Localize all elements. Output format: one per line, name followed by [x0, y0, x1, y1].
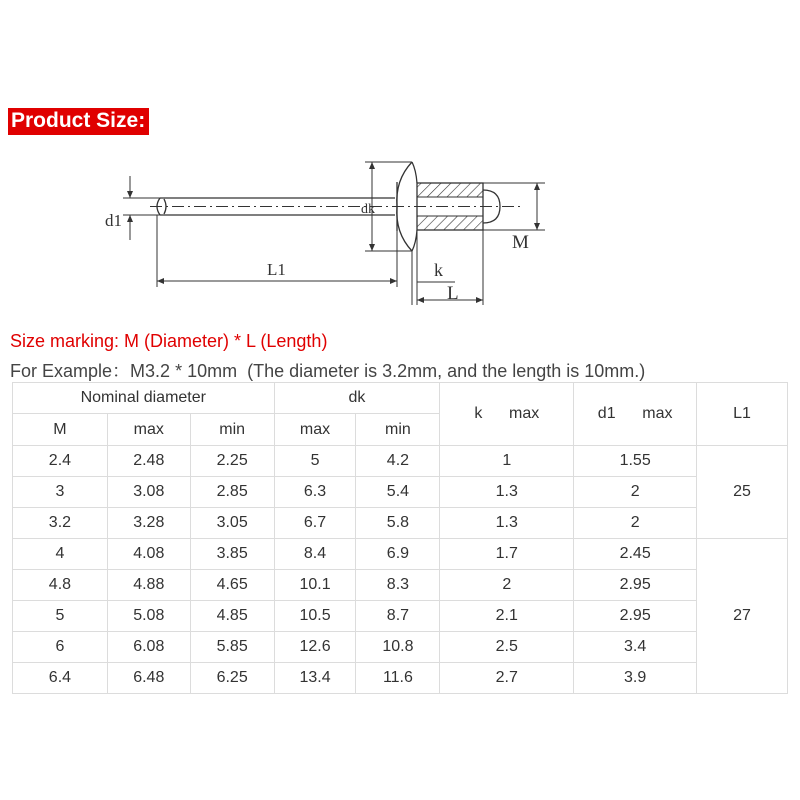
cell-m-max: 6.08	[107, 632, 190, 663]
cell-dk-max: 8.4	[274, 539, 356, 570]
cell-m-min: 2.85	[190, 477, 274, 508]
cell-d1-max: 3.9	[574, 663, 697, 694]
cell-k-max: 1	[440, 446, 574, 477]
cell-dk-min: 4.2	[356, 446, 440, 477]
cell-k-max: 2	[440, 570, 574, 601]
cell-m-min: 3.05	[190, 508, 274, 539]
header-k-max: k max	[440, 383, 574, 446]
cell-d1-max: 2.95	[574, 601, 697, 632]
L-label: L	[447, 283, 459, 304]
cell-dk-max: 10.1	[274, 570, 356, 601]
size-marking-text: Size marking: M (Diameter) * L (Length)	[10, 331, 328, 351]
cell-m-max: 4.08	[107, 539, 190, 570]
cell-dk-min: 5.8	[356, 508, 440, 539]
d1-label: d1	[105, 211, 122, 230]
cell-dk-min: 8.7	[356, 601, 440, 632]
spec-table	[12, 382, 788, 694]
cell-dk-max: 12.6	[274, 632, 356, 663]
header-dk: dk	[274, 383, 440, 414]
cell-d1-max: 3.4	[574, 632, 697, 663]
section-title: Product Size:	[8, 108, 149, 135]
cell-d1-max: 2	[574, 477, 697, 508]
cell-d1-max: 2	[574, 508, 697, 539]
cell-m-max: 3.08	[107, 477, 190, 508]
table-row	[13, 508, 788, 539]
cell-dk-min: 6.9	[356, 539, 440, 570]
cell-m: 6	[13, 632, 108, 663]
cell-m-max: 2.48	[107, 446, 190, 477]
cell-l1: 25	[697, 446, 788, 539]
cell-m: 3	[13, 477, 108, 508]
cell-k-max: 2.1	[440, 601, 574, 632]
cell-m-min: 4.85	[190, 601, 274, 632]
L1-label: L1	[267, 260, 286, 279]
cell-dk-max: 10.5	[274, 601, 356, 632]
table-row	[13, 477, 788, 508]
table-row	[13, 446, 788, 477]
dk-label: dk	[361, 202, 375, 217]
cell-m-max: 5.08	[107, 601, 190, 632]
cell-m-min: 5.85	[190, 632, 274, 663]
cell-k-max: 1.7	[440, 539, 574, 570]
header-m: M	[13, 414, 108, 446]
header-dk-max: max	[274, 414, 356, 446]
cell-k-max: 1.3	[440, 508, 574, 539]
header-dk-min: min	[356, 414, 440, 446]
cell-dk-min: 8.3	[356, 570, 440, 601]
cell-m: 5	[13, 601, 108, 632]
table-row	[13, 570, 788, 601]
header-l1: L1	[697, 383, 788, 446]
cell-m: 4.8	[13, 570, 108, 601]
cell-dk-max: 5	[274, 446, 356, 477]
k-label: k	[434, 260, 443, 280]
cell-dk-max: 6.7	[274, 508, 356, 539]
header-m-max: max	[107, 414, 190, 446]
cell-m-min: 2.25	[190, 446, 274, 477]
cell-m-min: 4.65	[190, 570, 274, 601]
cell-d1-max: 2.45	[574, 539, 697, 570]
rivet-drawing	[150, 162, 520, 251]
cell-dk-min: 11.6	[356, 663, 440, 694]
cell-m: 6.4	[13, 663, 108, 694]
cell-m: 3.2	[13, 508, 108, 539]
cell-m: 4	[13, 539, 108, 570]
cell-k-max: 2.7	[440, 663, 574, 694]
example-prefix: For Example：	[10, 361, 131, 381]
rivet-dimension-diagram	[0, 150, 800, 320]
cell-m: 2.4	[13, 446, 108, 477]
cell-l1: 27	[697, 539, 788, 694]
example-note: (The diameter is 3.2mm, and the length is 10mm.)	[247, 361, 646, 381]
cell-dk-min: 5.4	[356, 477, 440, 508]
cell-dk-min: 10.8	[356, 632, 440, 663]
cell-d1-max: 2.95	[574, 570, 697, 601]
cell-k-max: 2.5	[440, 632, 574, 663]
header-nominal-diameter: Nominal diameter	[13, 383, 275, 414]
cell-m-max: 6.48	[107, 663, 190, 694]
cell-k-max: 1.3	[440, 477, 574, 508]
M-label: M	[512, 232, 529, 253]
table-row	[13, 601, 788, 632]
table-row	[13, 539, 788, 570]
header-row-1	[13, 383, 788, 414]
cell-dk-max: 13.4	[274, 663, 356, 694]
cell-m-max: 4.88	[107, 570, 190, 601]
table-row	[13, 632, 788, 663]
cell-dk-max: 6.3	[274, 477, 356, 508]
header-d1-max: d1 max	[574, 383, 697, 446]
header-m-min: min	[190, 414, 274, 446]
cell-m-min: 3.85	[190, 539, 274, 570]
example-value: M3.2 * 10mm	[130, 361, 238, 381]
cell-d1-max: 1.55	[574, 446, 697, 477]
cell-m-max: 3.28	[107, 508, 190, 539]
table-row	[13, 663, 788, 694]
example-line	[10, 357, 645, 383]
cell-m-min: 6.25	[190, 663, 274, 694]
